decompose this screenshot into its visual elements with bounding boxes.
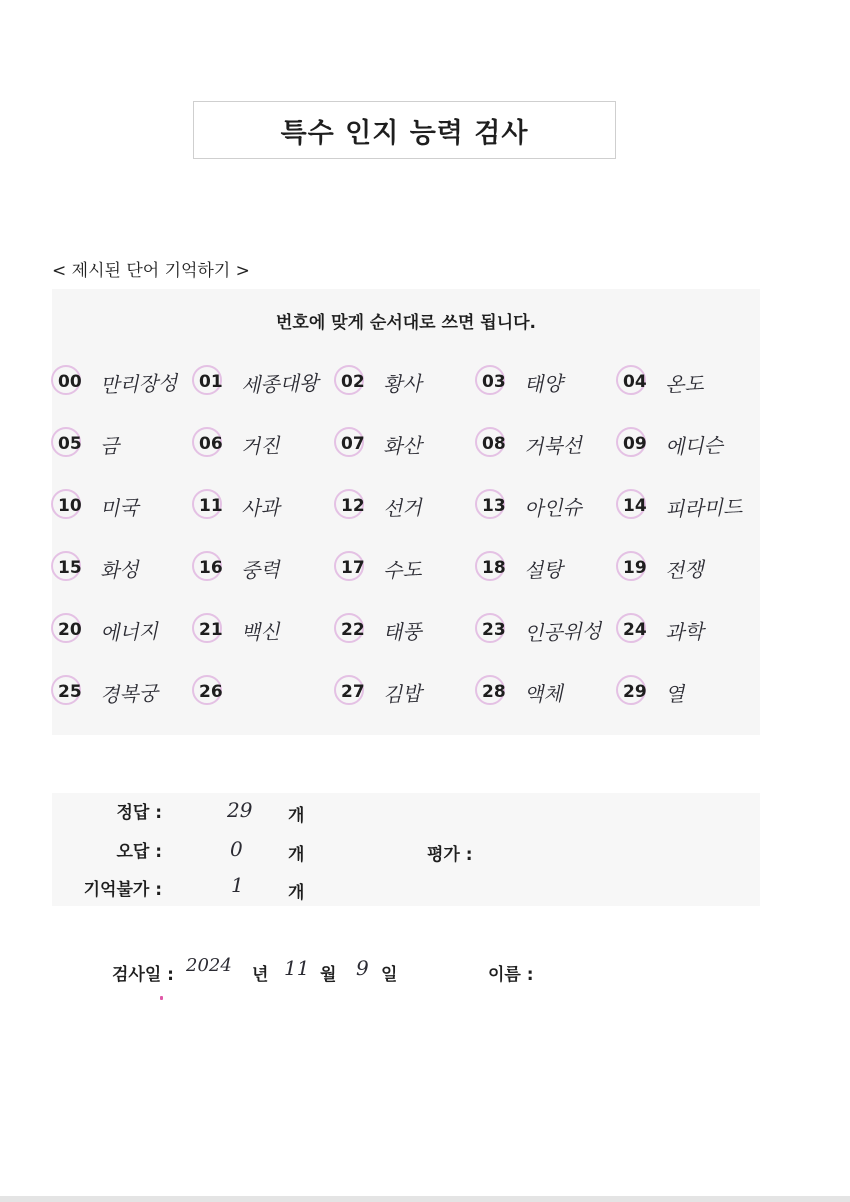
answer-cell — [476, 356, 617, 418]
item-number: 25 — [58, 682, 82, 702]
answer-cell — [617, 666, 758, 728]
item-number: 00 — [58, 372, 82, 392]
wrong-row — [52, 837, 162, 867]
answer-cell — [476, 542, 617, 604]
item-number: 05 — [58, 434, 82, 454]
item-number: 18 — [482, 558, 506, 578]
handwritten-answer[interactable]: 미국 — [99, 495, 140, 521]
handwritten-answer[interactable]: 사과 — [240, 495, 281, 521]
handwritten-answer[interactable]: 선거 — [382, 495, 423, 521]
item-number: 24 — [623, 620, 647, 640]
page-title: 특수 인지 능력 검사 — [193, 101, 616, 159]
answer-cell — [476, 604, 617, 666]
item-number: 28 — [482, 682, 506, 702]
handwritten-answer[interactable]: 중력 — [240, 557, 281, 583]
answer-cell — [52, 480, 193, 542]
item-number: 26 — [199, 682, 223, 702]
instruction-text: 번호에 맞게 순서대로 쓰면 됩니다. — [275, 313, 537, 333]
answer-cell — [52, 666, 193, 728]
date-label: 검사일 : — [112, 965, 174, 985]
item-number: 15 — [58, 558, 82, 578]
answer-cell — [193, 542, 334, 604]
scan-edge — [0, 1196, 850, 1202]
item-number: 14 — [623, 496, 647, 516]
handwritten-answer[interactable]: 에너지 — [99, 618, 159, 646]
handwritten-answer[interactable]: 세종대왕 — [240, 370, 319, 398]
name-label: 이름 : — [488, 965, 534, 985]
word-recall-panel — [52, 289, 760, 735]
answer-cell — [476, 418, 617, 480]
handwritten-answer[interactable]: 설탕 — [523, 557, 564, 583]
item-number: 20 — [58, 620, 82, 640]
correct-unit: 개 — [288, 806, 305, 826]
handwritten-answer[interactable]: 거북선 — [523, 432, 583, 460]
handwritten-answer[interactable]: 금 — [99, 433, 120, 459]
handwritten-answer[interactable]: 화산 — [382, 433, 423, 459]
item-number: 04 — [623, 372, 647, 392]
answer-cell — [193, 480, 334, 542]
item-number: 08 — [482, 434, 506, 454]
handwritten-answer[interactable]: 경복궁 — [99, 680, 159, 708]
score-panel — [52, 793, 760, 906]
handwritten-answer[interactable]: 황사 — [382, 371, 423, 397]
answer-cell — [476, 666, 617, 728]
answer-cell — [193, 356, 334, 418]
item-number: 01 — [199, 372, 223, 392]
answer-cell — [335, 356, 476, 418]
answer-cell — [335, 542, 476, 604]
answer-cell — [335, 418, 476, 480]
handwritten-answer[interactable]: 김밥 — [382, 681, 423, 707]
answer-cell — [193, 666, 334, 728]
item-number: 29 — [623, 682, 647, 702]
answer-grid — [52, 356, 760, 730]
handwritten-answer[interactable]: 수도 — [382, 557, 423, 583]
evaluation-label: 평가 : — [427, 845, 473, 865]
item-number: 17 — [341, 558, 365, 578]
section-label: < 제시된 단어 기억하기 > — [52, 261, 250, 281]
item-number: 06 — [199, 434, 223, 454]
wrong-unit: 개 — [288, 845, 305, 865]
handwritten-answer[interactable]: 열 — [664, 681, 685, 707]
item-number: 21 — [199, 620, 223, 640]
handwritten-answer[interactable]: 과학 — [664, 619, 705, 645]
wrong-value[interactable]: 0 — [230, 837, 243, 861]
ink-mark — [160, 996, 163, 1000]
answer-cell — [193, 418, 334, 480]
handwritten-answer[interactable]: 에디슨 — [664, 432, 724, 460]
item-number: 16 — [199, 558, 223, 578]
item-number: 09 — [623, 434, 647, 454]
item-number: 12 — [341, 496, 365, 516]
unknown-value[interactable]: 1 — [231, 873, 244, 897]
correct-row — [52, 798, 162, 828]
wrong-label: 오답 : — [116, 842, 162, 862]
handwritten-answer[interactable]: 온도 — [664, 371, 705, 397]
item-number: 22 — [341, 620, 365, 640]
handwritten-answer[interactable]: 화성 — [99, 557, 140, 583]
answer-cell — [476, 480, 617, 542]
answer-cell — [52, 418, 193, 480]
item-number: 13 — [482, 496, 506, 516]
answer-cell — [617, 418, 758, 480]
handwritten-answer[interactable]: 아인슈 — [523, 494, 583, 522]
handwritten-answer[interactable]: 액체 — [523, 681, 564, 707]
unknown-label: 기억불가 : — [83, 880, 162, 900]
answer-cell — [52, 542, 193, 604]
date-day[interactable]: 9 — [356, 956, 369, 980]
answer-cell — [335, 480, 476, 542]
handwritten-answer[interactable]: 거진 — [240, 433, 281, 459]
answer-cell — [617, 542, 758, 604]
handwritten-answer[interactable]: 피라미드 — [664, 494, 743, 522]
answer-cell — [335, 666, 476, 728]
item-number: 03 — [482, 372, 506, 392]
correct-label: 정답 : — [116, 803, 162, 823]
item-number: 11 — [199, 496, 223, 516]
month-unit: 월 — [320, 965, 337, 985]
date-month[interactable]: 11 — [284, 956, 310, 980]
day-unit: 일 — [381, 965, 398, 985]
answer-cell — [617, 480, 758, 542]
item-number: 02 — [341, 372, 365, 392]
handwritten-answer[interactable]: 인공위성 — [523, 618, 602, 646]
unknown-unit: 개 — [288, 883, 305, 903]
answer-cell — [335, 604, 476, 666]
answer-cell — [52, 356, 193, 418]
unknown-row — [52, 875, 162, 905]
year-unit: 년 — [252, 965, 269, 985]
handwritten-answer[interactable]: 전쟁 — [664, 557, 705, 583]
date-year[interactable]: 2024 — [186, 955, 232, 976]
item-number: 07 — [341, 434, 365, 454]
handwritten-answer[interactable]: 태양 — [523, 371, 564, 397]
answer-cell — [617, 356, 758, 418]
handwritten-answer[interactable]: 백신 — [240, 619, 281, 645]
correct-value[interactable]: 29 — [227, 798, 253, 822]
item-number: 27 — [341, 682, 365, 702]
item-number: 23 — [482, 620, 506, 640]
handwritten-answer[interactable]: 만리장성 — [99, 370, 178, 398]
handwritten-answer[interactable]: 태풍 — [382, 619, 423, 645]
answer-cell — [193, 604, 334, 666]
answer-cell — [617, 604, 758, 666]
item-number: 19 — [623, 558, 647, 578]
answer-cell — [52, 604, 193, 666]
item-number: 10 — [58, 496, 82, 516]
